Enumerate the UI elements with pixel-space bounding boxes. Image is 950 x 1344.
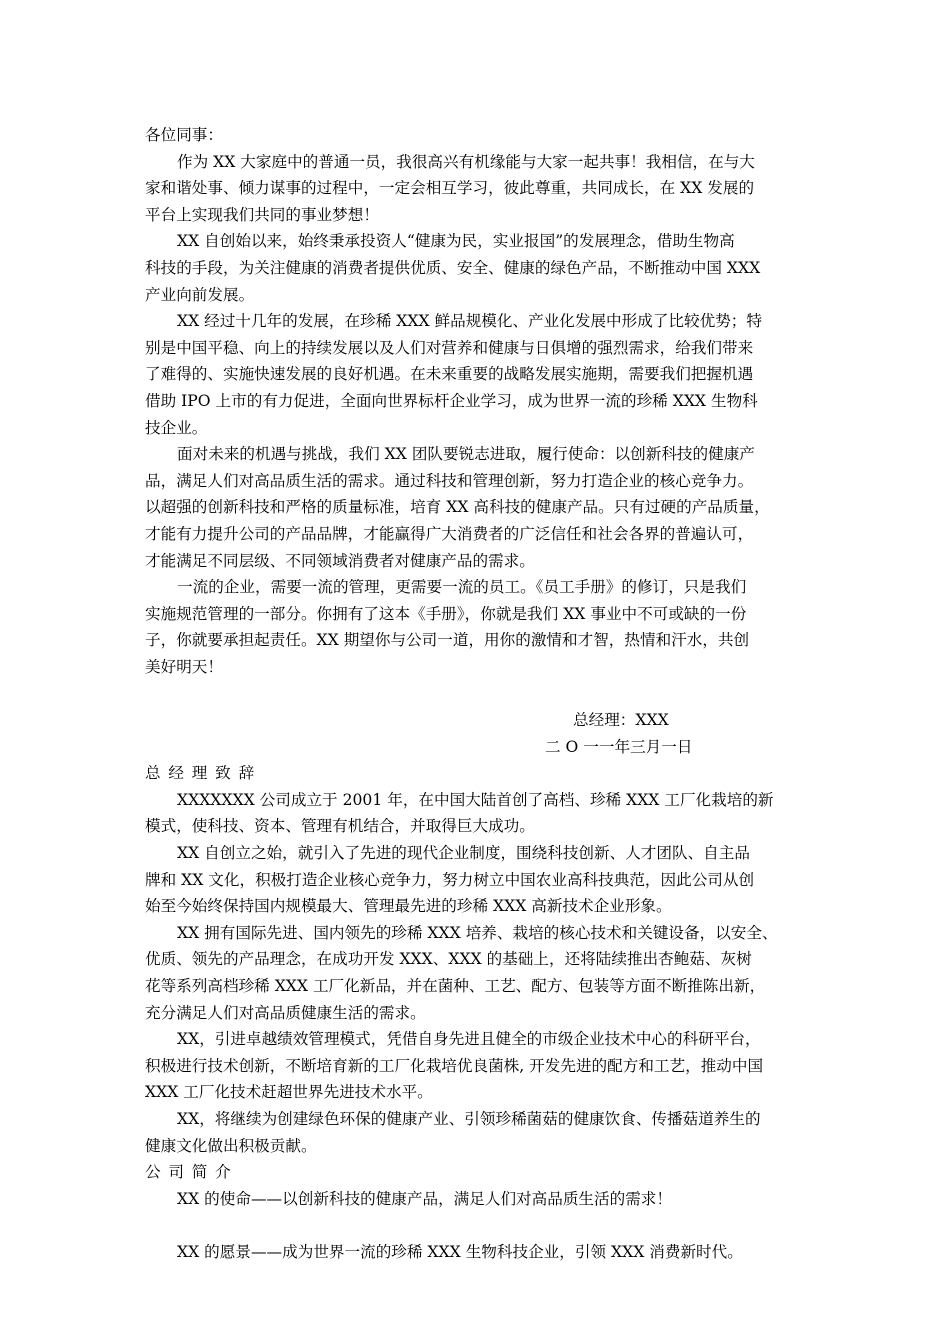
- section-heading-message: 总经理致辞: [145, 764, 262, 783]
- text-line: XX 拥有国际先进、国内领先的珍稀 XXX 培养、栽培的核心技术和关键设备，以安全、: [177, 923, 778, 942]
- text-line: 别是中国平稳、向上的持续发展以及人们对营养和健康与日俱增的强烈需求，给我们带来: [145, 338, 754, 357]
- text-line: 产业向前发展。: [145, 285, 255, 304]
- text-line: XX，引进卓越绩效管理模式，凭借自身先进且健全的市级企业技术中心的科研平台，: [177, 1030, 761, 1049]
- text-line: 积极进行技术创新，不断培育新的工厂化栽培优良菌株, 开发先进的配方和工艺，推动中国: [145, 1056, 764, 1075]
- text-line: 子，你就要承担起责任。XX 期望你与公司一道，用你的激情和才智，热情和汗水，共创: [145, 631, 750, 650]
- text-line: 才能有力提升公司的产品品牌，才能赢得广大消费者的广泛信任和社会各界的普遍认可，: [145, 524, 754, 543]
- text-line: 家和谐处事、倾力谋事的过程中，一定会相互学习，彼此尊重，共同成长，在 XX 发展的: [145, 179, 755, 198]
- text-line: 美好明天！: [145, 657, 223, 676]
- text-line: 了难得的、实施快速发展的良好机遇。在未来重要的战略发展实施期，需要我们把握机遇: [145, 365, 754, 384]
- text-line: 面对未来的机遇与挑战，我们 XX 团队要锐志进取，履行使命：以创新科技的健康产: [177, 445, 755, 464]
- text-line: 牌和 XX 文化，积极打造企业核心竞争力，努力树立中国农业高科技典范，因此公司从创: [145, 870, 755, 889]
- speech-paragraph-5: [145, 574, 815, 680]
- text-line: 品，满足人们对高品质生活的需求。通过科技和管理创新，努力打造企业的核心竞争力。: [145, 471, 754, 490]
- vision-statement: XX 的愿景——成为世界一流的珍稀 XXX 生物科技企业，引领 XXX 消费新时代。: [177, 1242, 743, 1261]
- section1-paragraph-4: [145, 1026, 815, 1106]
- text-line: 技企业。: [145, 418, 208, 437]
- text-line: 始至今始终保持国内规模最大、管理最先进的珍稀 XXX 高新技术企业形象。: [145, 897, 672, 916]
- text-line: 健康文化做出积极贡献。: [145, 1136, 317, 1155]
- text-line: XX 自创立之始，就引入了先进的现代企业制度，围绕科技创新、人才团队、自主品: [177, 844, 750, 863]
- signature-name: 总经理：XXX: [573, 711, 669, 730]
- text-line: 花等系列高档珍稀 XXX 工厂化新品，并在菌种、工艺、配方、包装等方面不断推陈出新，: [145, 977, 766, 995]
- section1-paragraph-1: [145, 787, 815, 840]
- text-line: XXX 工厂化技术赶超世界先进技术水平。: [145, 1083, 433, 1102]
- section-heading-company-intro: 公司简介: [145, 1163, 239, 1182]
- text-line: 充分满足人们对高品质健康生活的需求。: [145, 1003, 426, 1022]
- signature-date: 二 O 一一年三月一日: [545, 737, 693, 756]
- section1-paragraph-5: [145, 1106, 815, 1159]
- text-line: XXXXXXX 公司成立于 2001 年，在中国大陆首创了高档、珍稀 XXX 工厂化栽培的新: [177, 790, 774, 809]
- text-line: XX，将继续为创建绿色环保的健康产业、引领珍稀菌菇的健康饮食、传播菇道养生的: [177, 1109, 761, 1128]
- text-line: 才能满足不同层级、不同领域消费者对健康产品的需求。: [145, 551, 535, 570]
- document-page: [145, 122, 815, 1266]
- text-line: 平台上实现我们共同的事业梦想！: [145, 205, 379, 224]
- mission-statement: XX 的使命——以创新科技的健康产品，满足人们对高品质生活的需求！: [177, 1189, 672, 1208]
- speech-paragraph-4: [145, 441, 815, 574]
- section1-paragraph-3: [145, 920, 815, 1026]
- spacer: [145, 1212, 815, 1239]
- text-line: 以超强的创新科技和严格的质量标准，培育 XX 高科技的健康产品。只有过硬的产品质量，: [145, 498, 770, 517]
- greeting: 各位同事：: [145, 126, 223, 144]
- speech-paragraph-2: [145, 228, 815, 308]
- section1-paragraph-2: [145, 840, 815, 920]
- text-line: 一流的企业，需要一流的管理，更需要一流的员工。《员工手册》的修订，只是我们: [177, 578, 747, 597]
- text-line: 借助 IPO 上市的有力促进，全面向世界标杆企业学习，成为世界一流的珍稀 XXX 生物科: [145, 391, 758, 410]
- text-line: 作为 XX 大家庭中的普通一员，我很高兴有机缘能与大家一起共事！我相信，在与大: [177, 152, 755, 171]
- text-line: 模式，使科技、资本、管理有机结合，并取得巨大成功。: [145, 817, 535, 836]
- text-line: 优质、领先的产品理念，在成功开发 XXX、XXX 的基础上，还将陆续推出杏鲍菇、灰树: [145, 950, 752, 969]
- text-line: 科技的手段，为关注健康的消费者提供优质、安全、健康的绿色产品，不断推动中国 XXX: [145, 258, 761, 277]
- text-line: XX 自创始以来，始终秉承投资人“健康为民，实业报国”的发展理念，借助生物高: [177, 232, 735, 251]
- speech-paragraph-3: [145, 308, 815, 441]
- text-line: 实施规范管理的一部分。你拥有了这本《手册》，你就是我们 XX 事业中不可或缺的一份: [145, 604, 747, 623]
- speech-paragraph-1: [145, 149, 815, 229]
- text-line: XX 经过十几年的发展，在珍稀 XXX 鲜品规模化、产业化发展中形成了比较优势；特: [177, 312, 762, 331]
- spacer: [145, 680, 815, 707]
